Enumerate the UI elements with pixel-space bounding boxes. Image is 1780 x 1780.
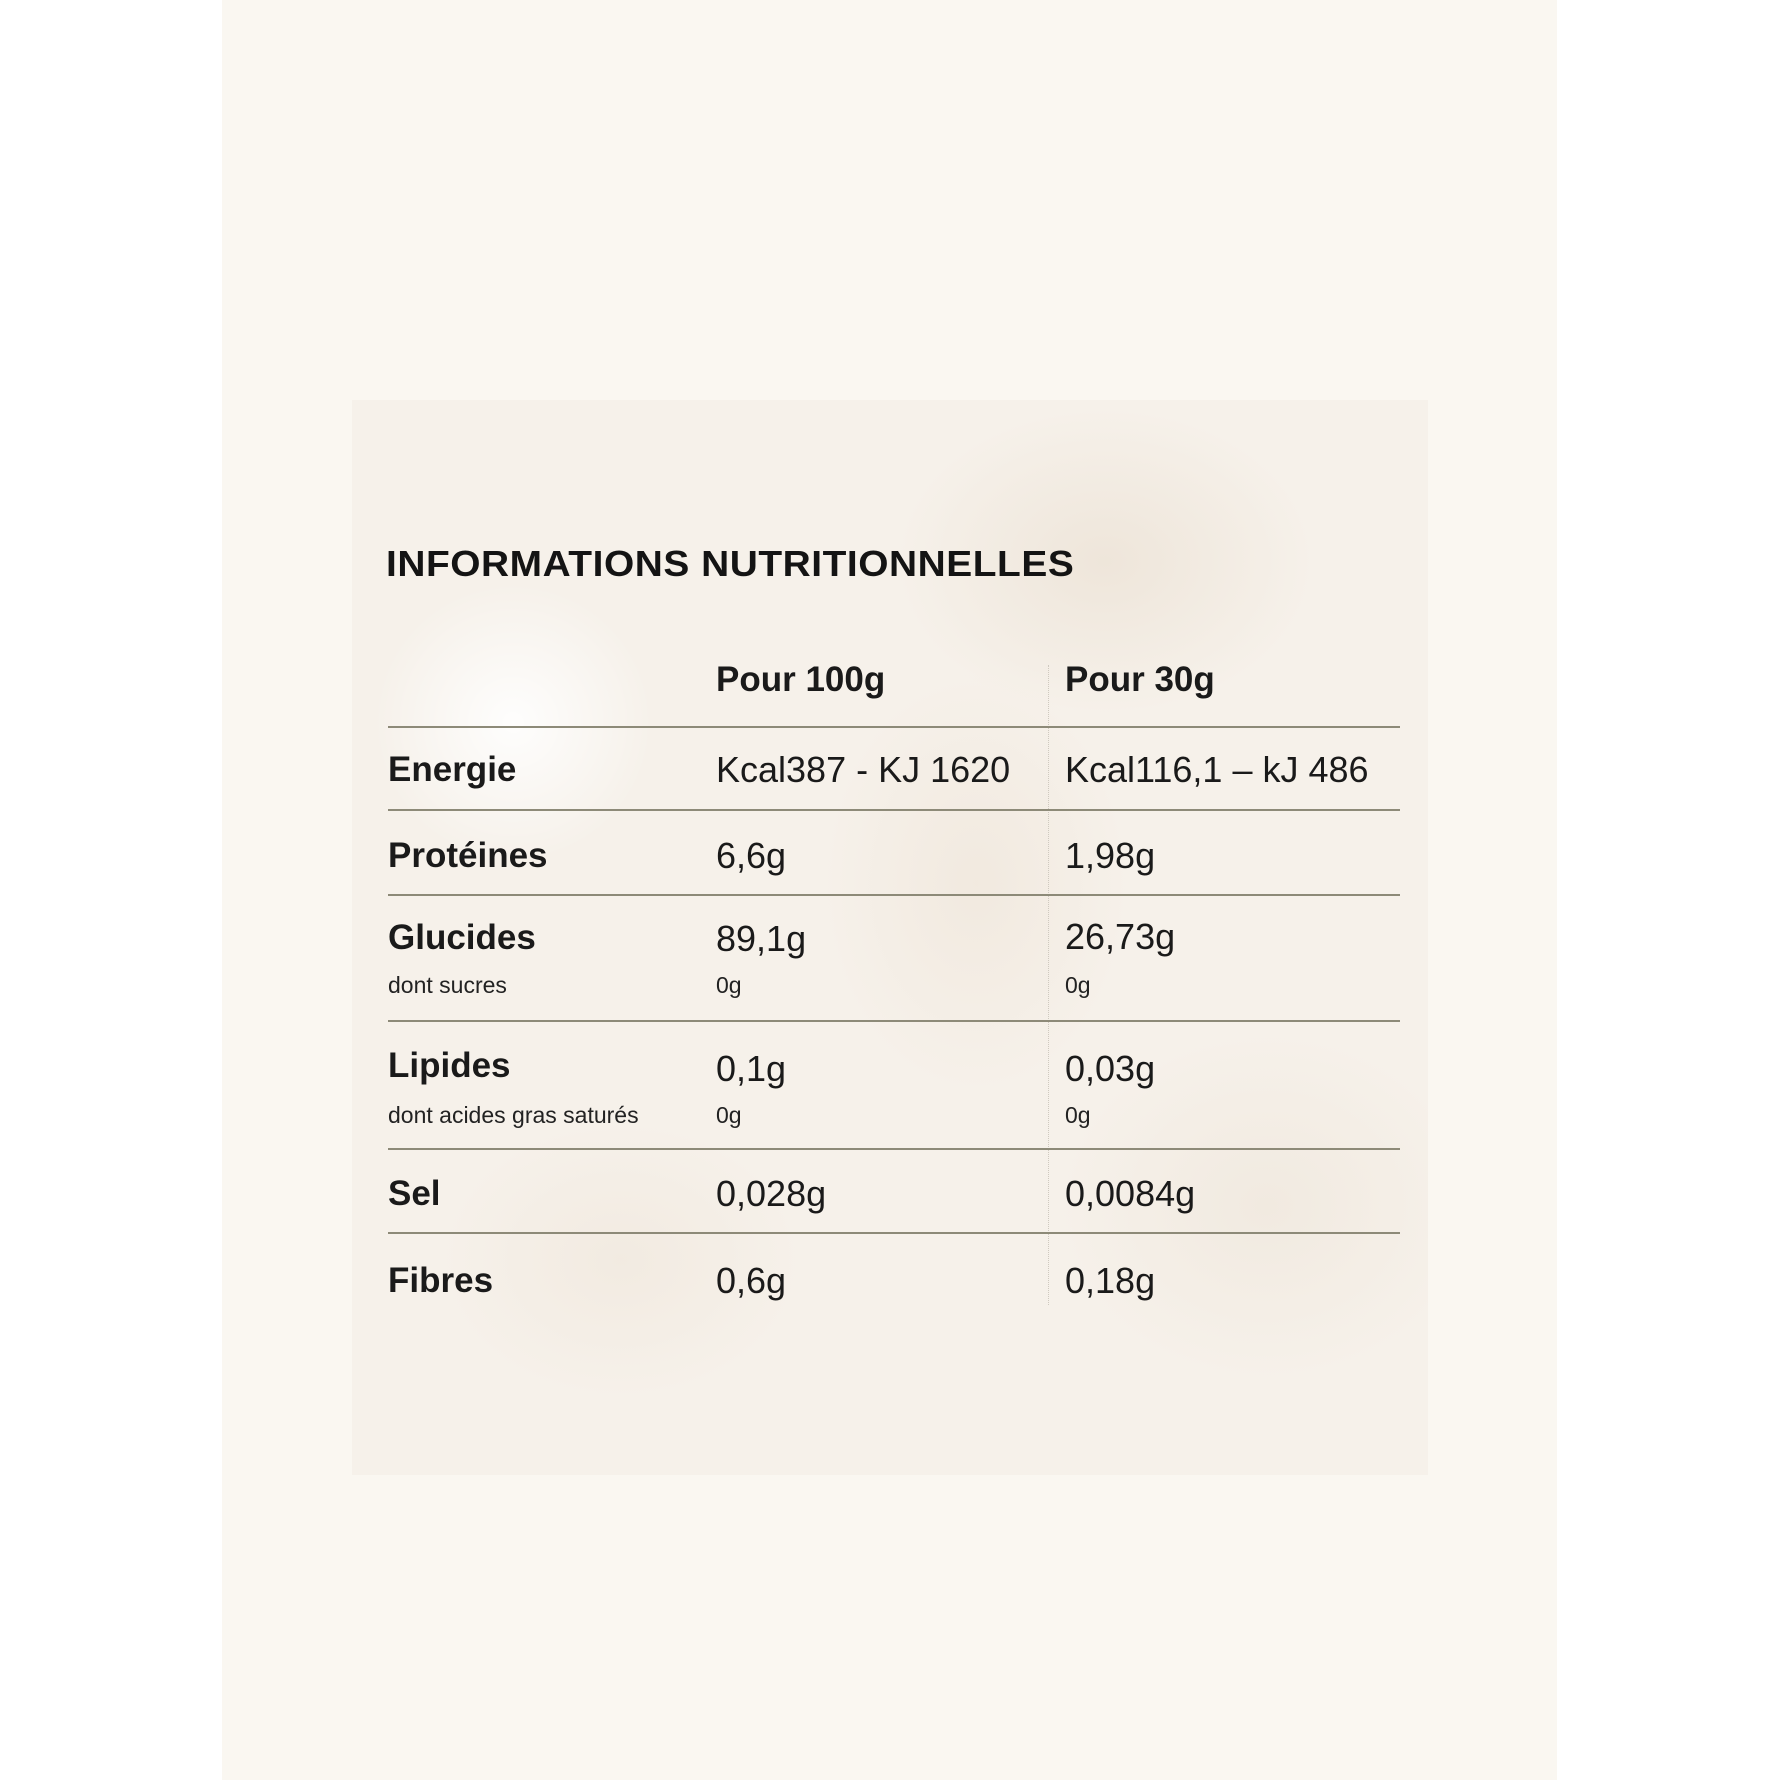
sel-per30: 0,0084g [1065, 1173, 1196, 1214]
row-label-glucides: Glucides [388, 918, 536, 957]
row-divider [388, 1232, 1400, 1234]
energie-per30: Kcal116,1 – kJ 486 [1065, 749, 1369, 790]
row-label-energie: Energie [388, 750, 517, 789]
glucides-per30: 26,73g [1065, 916, 1176, 957]
column-divider [1048, 665, 1049, 1305]
sucres-per30: 0g [1065, 972, 1091, 998]
column-header-30g: Pour 30g [1065, 660, 1215, 699]
sucres-per100: 0g [716, 972, 742, 998]
fibres-per100: 0,6g [716, 1260, 787, 1301]
nutrition-title: INFORMATIONS NUTRITIONNELLES [386, 543, 1075, 584]
row-divider [388, 809, 1400, 811]
row-divider [388, 1020, 1400, 1022]
acides-gras-per30: 0g [1065, 1102, 1091, 1128]
row-divider [388, 726, 1400, 728]
row-label-proteines: Protéines [388, 836, 548, 875]
acides-gras-per100: 0g [716, 1102, 742, 1128]
row-divider [388, 894, 1400, 896]
lipides-per100: 0,1g [716, 1048, 787, 1089]
row-label-lipides: Lipides [388, 1046, 511, 1085]
lipides-per30: 0,03g [1065, 1048, 1156, 1089]
sel-per100: 0,028g [716, 1173, 827, 1214]
row-divider [388, 1148, 1400, 1150]
row-label-fibres: Fibres [388, 1261, 494, 1300]
column-header-100g: Pour 100g [716, 660, 886, 699]
proteines-per30: 1,98g [1065, 835, 1156, 876]
row-label-sel: Sel [388, 1174, 441, 1213]
glucides-per100: 89,1g [716, 918, 807, 959]
sub-label-acides-gras: dont acides gras saturés [388, 1102, 639, 1128]
sub-label-sucres: dont sucres [388, 972, 507, 998]
fibres-per30: 0,18g [1065, 1260, 1156, 1301]
proteines-per100: 6,6g [716, 835, 787, 876]
energie-per100: Kcal387 - KJ 1620 [716, 749, 1011, 790]
